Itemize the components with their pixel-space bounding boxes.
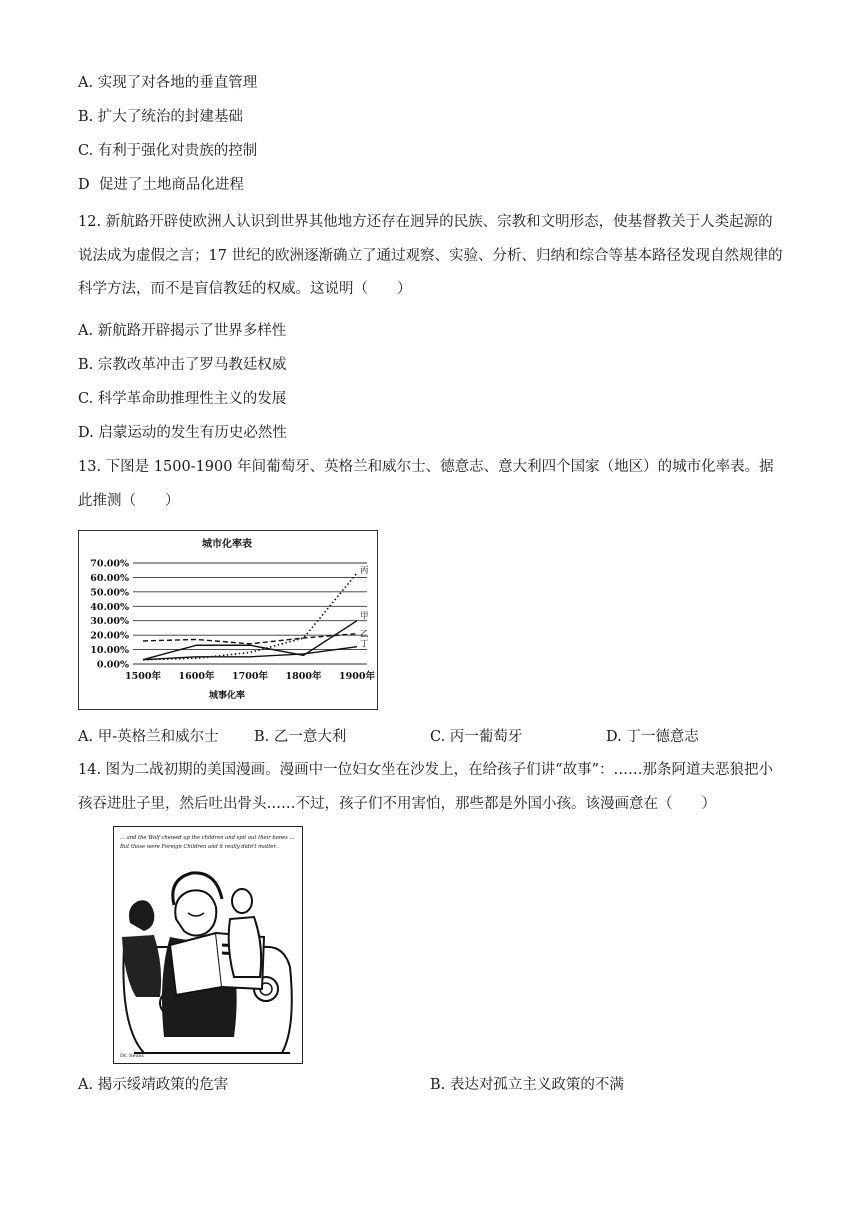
- series-line-4: [143, 647, 357, 660]
- q11-option-b: B. 扩大了统治的封建基础: [78, 109, 243, 125]
- y-tick-label: 50.00%: [90, 587, 129, 599]
- q11-option-d: D 促进了土地商品化进程: [78, 177, 244, 193]
- q14-stem: 14. 图为二战初期的美国漫画。漫画中一位妇女坐在沙发上，在给孩子们讲“故事”：……那条阿道夫恶狼把小孩吞进肚子里，然后吐出骨头……不过，孩子们不用害怕，那些都是外国小孩。该漫画意在（ ）: [78, 762, 773, 812]
- x-tick-label: 1800年: [285, 671, 322, 682]
- x-tick-label: 1900年: [339, 671, 375, 682]
- chart-title: 城市化率表: [202, 539, 252, 550]
- q11-option-c: C. 有利于强化对贵族的控制: [78, 143, 258, 159]
- cartoon-caption-2: But those were Foreign Children and it really didn't matter.: [120, 844, 277, 850]
- q14-option-b: B. 表达对孤立主义政策的不满: [430, 1077, 624, 1093]
- cartoon-signature: Dr. Seuss: [120, 1053, 144, 1059]
- series-label: 丙: [360, 566, 369, 577]
- x-axis-label: 城事化率: [208, 691, 246, 701]
- q12-stem: 12. 新航路开辟使欧洲人认识到世界其他地方还存在迥异的民族、宗教和文明形态，使基督教关于人类起源的说法成为虚假之言；17 世纪的欧洲逐渐确立了通过观察、实验、分析、归纳和综合等基本路径发现自然规律的科学方法，而不是盲信教廷的权威。这说明（ ）: [78, 214, 783, 297]
- y-tick-label: 60.00%: [90, 572, 129, 584]
- x-tick-label: 1500年: [125, 671, 161, 682]
- q13-option-d: D. 丁一德意志: [606, 729, 699, 745]
- cartoon-drawing: [114, 827, 302, 1063]
- cartoon-caption-1: ... and the Wolf chewed up the children and spit out their bones ...: [120, 835, 295, 841]
- series-label: 甲: [360, 611, 369, 622]
- y-tick-label: 40.00%: [90, 601, 129, 613]
- wwii-cartoon: [113, 826, 303, 1064]
- q12-option-d: D. 启蒙运动的发生有历史必然性: [78, 425, 287, 441]
- q12-option-b: B. 宗教改革冲击了罗马教廷权威: [78, 357, 287, 373]
- series-label: 丁: [360, 639, 369, 650]
- q14-option-a: A. 揭示绥靖政策的危害: [78, 1077, 229, 1093]
- q13-option-a: A. 甲-英格兰和威尔士: [78, 729, 219, 745]
- series-line-3: [143, 573, 357, 660]
- q12-option-c: C. 科学革命助推理性主义的发展: [78, 391, 287, 407]
- x-tick-label: 1700年: [232, 671, 268, 682]
- urbanization-chart: [78, 530, 378, 710]
- series-label: 乙: [360, 629, 369, 640]
- urbanization-chart-svg: [79, 531, 377, 709]
- q13-option-c: C. 丙一葡萄牙: [430, 729, 523, 745]
- y-tick-label: 20.00%: [90, 630, 129, 642]
- q13-option-b: B. 乙一意大利: [254, 729, 347, 745]
- y-tick-label: 30.00%: [90, 616, 129, 628]
- x-tick-label: 1600年: [178, 671, 215, 682]
- q13-stem: 13. 下图是 1500-1900 年间葡萄牙、英格兰和威尔士、德意志、意大利四个国家（地区）的城市化率表。据此推测（ ）: [78, 459, 774, 509]
- y-tick-label: 10.00%: [90, 645, 129, 657]
- y-tick-label: 70.00%: [90, 558, 129, 570]
- q12-option-a: A. 新航路开辟揭示了世界多样性: [78, 323, 287, 339]
- q11-option-a: A. 实现了对各地的垂直管理: [78, 75, 258, 91]
- y-tick-label: 0.00%: [96, 659, 129, 671]
